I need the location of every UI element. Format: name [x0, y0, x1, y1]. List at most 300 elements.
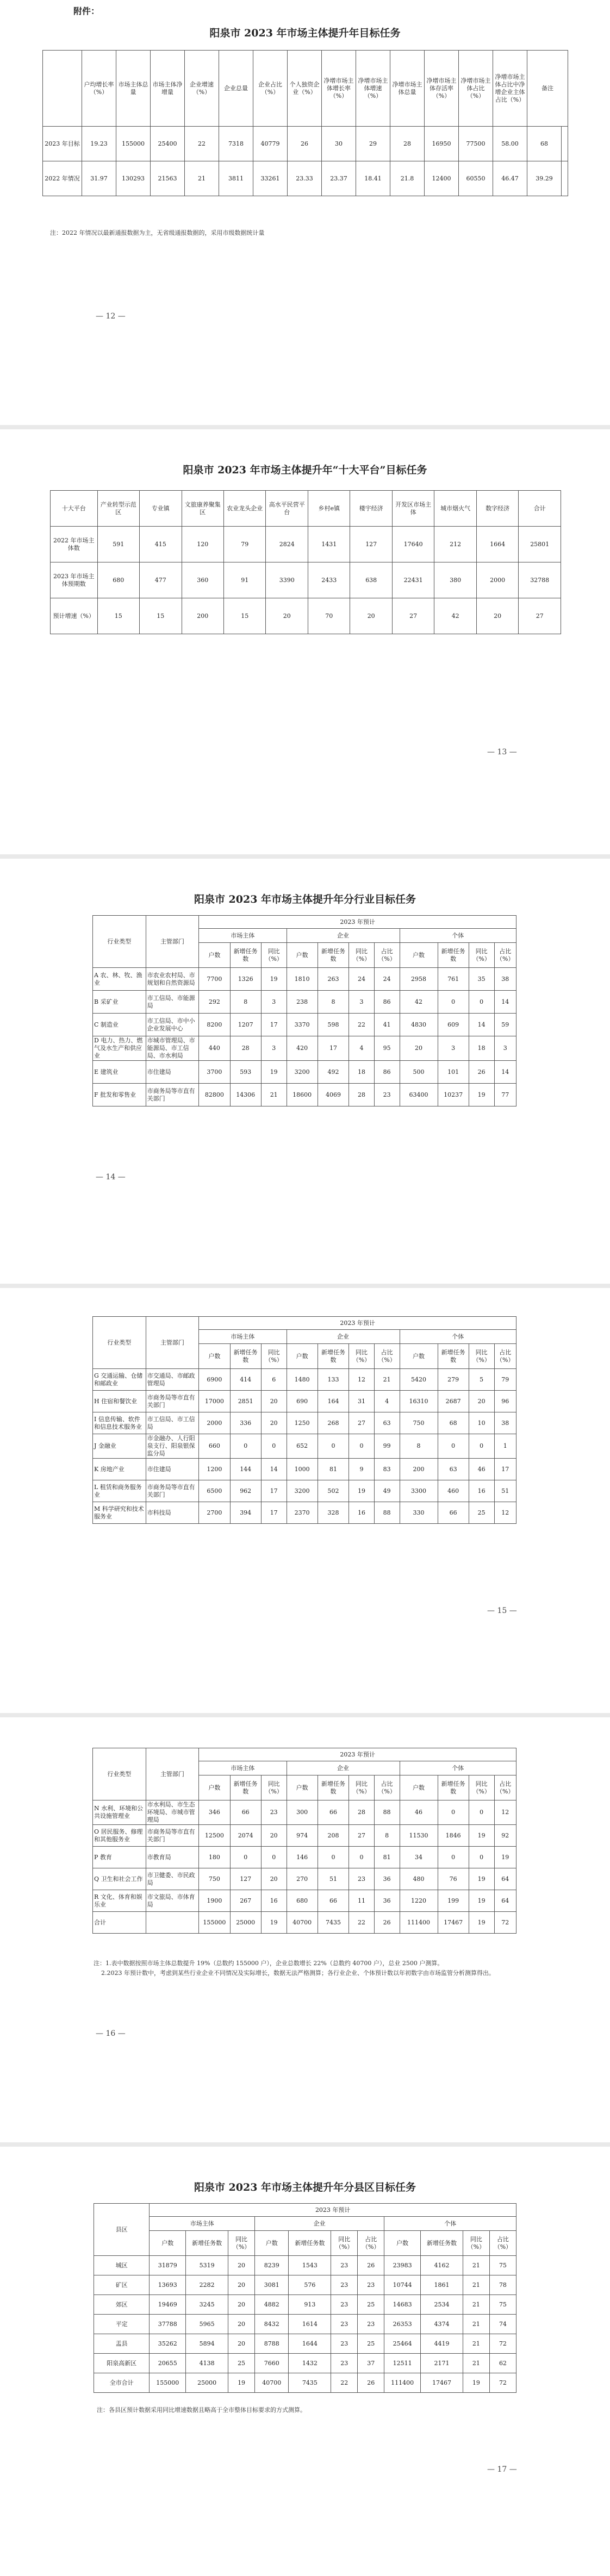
table-row: [93, 1014, 516, 1036]
cell: 962: [230, 1480, 261, 1502]
cell: 21: [463, 2334, 489, 2354]
industry-table-2: [92, 1316, 516, 1524]
header-enterprise: 企业: [287, 929, 400, 943]
header-subcell: 同比（%）: [469, 1344, 494, 1369]
header-market: 市场主体: [150, 2217, 255, 2231]
cell: 238: [287, 991, 318, 1014]
header-cell: 企业增速（%）: [185, 51, 219, 127]
header-subcell: 占比（%）: [494, 943, 516, 968]
cell: 0: [261, 1847, 287, 1868]
cell: 1207: [230, 1014, 261, 1036]
cell: 4419: [421, 2334, 463, 2354]
cell: 420: [287, 1036, 318, 1061]
header-prediction: 2023 年预计: [199, 1317, 516, 1330]
cell: 593: [230, 1061, 261, 1084]
cell: 20: [228, 2315, 255, 2334]
row-label: 矿区: [94, 2275, 150, 2295]
cell: 5: [469, 1369, 494, 1391]
cell: 18.41: [356, 161, 390, 196]
cell: 42: [434, 598, 476, 634]
cell: 1480: [287, 1369, 318, 1391]
cell: 26: [469, 1061, 494, 1084]
cell: 14: [494, 1061, 516, 1084]
cell: 492: [318, 1061, 348, 1084]
cell: 21: [185, 161, 219, 196]
header-subcell: 同比（%）: [261, 943, 287, 968]
cell: 74: [489, 2315, 516, 2334]
cell: 638: [350, 562, 392, 598]
cell: 17467: [438, 1912, 469, 1934]
cell: 25: [469, 1502, 494, 1524]
cell: 12500: [199, 1825, 230, 1847]
cell: 68: [438, 1412, 469, 1434]
table-row: [93, 991, 516, 1014]
cell: 1644: [289, 2334, 331, 2354]
cell: 79: [224, 527, 266, 562]
cell: 24: [374, 968, 400, 991]
header-subcell: 户数: [199, 1344, 230, 1369]
cell: 3390: [266, 562, 308, 598]
header-individual: 个体: [400, 929, 516, 943]
cell: 20: [400, 1036, 438, 1061]
header-cell: [43, 51, 82, 127]
cell: 58.00: [493, 127, 527, 161]
row-label: 合计: [93, 1912, 146, 1934]
header-market: 市场主体: [199, 929, 287, 943]
cell: 7700: [199, 968, 230, 991]
row-dept: 市农业农村局、市规划和自然资源局: [146, 968, 199, 991]
row-label: 全市合计: [94, 2373, 150, 2393]
cell: 88: [374, 1800, 400, 1825]
cell: 28: [230, 1036, 261, 1061]
cell: 0: [469, 1800, 494, 1825]
cell: 660: [199, 1434, 230, 1459]
header-cell: 净增市场主体总量: [390, 51, 425, 127]
header-subcell: 同比（%）: [349, 943, 375, 968]
cell: 19: [469, 1084, 494, 1106]
header-subcell: 户数: [400, 1344, 438, 1369]
cell: 37: [358, 2354, 384, 2373]
header-subcell: 同比（%）: [228, 2231, 255, 2256]
table-row: [93, 1868, 516, 1890]
cell: 1810: [287, 968, 318, 991]
cell: 0: [469, 991, 494, 1014]
cell: 36: [374, 1868, 400, 1890]
cell: 49: [374, 1480, 400, 1502]
row-label: 盂县: [94, 2334, 150, 2354]
cell: 7435: [318, 1912, 348, 1934]
cell: 4882: [255, 2295, 289, 2315]
cell: 21.8: [390, 161, 425, 196]
cell: 3370: [287, 1014, 318, 1036]
header-subcell: 占比（%）: [489, 2231, 516, 2256]
row-dept: 市商务局等市直有关部门: [146, 1480, 199, 1502]
cell: 16950: [425, 127, 459, 161]
row-dept: 市科技局: [146, 1502, 199, 1524]
table-row: [94, 2373, 516, 2393]
page-13: [0, 429, 610, 854]
header-subcell: 新增任务数: [289, 2231, 331, 2256]
cell: 2000: [199, 1412, 230, 1434]
cell: 0: [349, 1847, 375, 1868]
cell: 8: [374, 1825, 400, 1847]
cell: 26: [288, 127, 322, 161]
cell: 2958: [400, 968, 438, 991]
cell: 20: [261, 1391, 287, 1412]
cell: 35: [469, 968, 494, 991]
cell: 59: [494, 1014, 516, 1036]
cell: 2851: [230, 1391, 261, 1412]
cell: 4: [349, 1036, 375, 1061]
cell: 414: [230, 1369, 261, 1391]
cell: 17: [261, 1480, 287, 1502]
table-row: [43, 127, 568, 161]
cell: 86: [374, 991, 400, 1014]
row-label: 郊区: [94, 2295, 150, 2315]
row-label: O 居民服务、修理和其他服务业: [93, 1825, 146, 1847]
row-dept: 市金融办、人行阳泉支行、阳泉银保监分局: [146, 1434, 199, 1459]
cell: 33261: [253, 161, 288, 196]
cell: 17640: [392, 527, 434, 562]
header-individual: 个体: [400, 1330, 516, 1344]
cell: 10237: [438, 1084, 469, 1106]
cell: 268: [318, 1412, 348, 1434]
cell: 66: [318, 1800, 348, 1825]
cell: 22: [349, 1912, 375, 1934]
header-individual: 个体: [400, 1761, 516, 1775]
cell: 20: [228, 2275, 255, 2295]
cell: 10744: [384, 2275, 421, 2295]
cell: 95: [374, 1036, 400, 1061]
cell: 480: [400, 1868, 438, 1890]
cell: 23: [331, 2295, 358, 2315]
cell: 37788: [150, 2315, 186, 2334]
cell: 19: [469, 1912, 494, 1934]
table-row: [93, 1036, 516, 1061]
cell: 4069: [318, 1084, 348, 1106]
cell: 8200: [199, 1014, 230, 1036]
header-cell: 净增市场主体增长率（%）: [322, 51, 356, 127]
header-subcell: 户数: [199, 943, 230, 968]
cell: 0: [438, 1800, 469, 1825]
header-cell: 净增市场主体占比中净增企业主体占比（%）: [493, 51, 527, 127]
page-number: — 13 —: [487, 748, 517, 756]
cell: 29: [356, 127, 390, 161]
cell: 5420: [400, 1369, 438, 1391]
cell: 13693: [150, 2275, 186, 2295]
header-subcell: 同比（%）: [261, 1775, 287, 1800]
cell: 3081: [255, 2275, 289, 2295]
cell: [562, 161, 568, 196]
cell: 120: [182, 527, 223, 562]
cell: 25000: [186, 2373, 228, 2393]
cell: 3: [261, 991, 287, 1014]
cell: 4162: [421, 2256, 463, 2275]
cell: 12: [349, 1369, 375, 1391]
cell: 66: [438, 1502, 469, 1524]
cell: 680: [97, 562, 139, 598]
header-subcell: 户数: [287, 1775, 318, 1800]
cell: 477: [140, 562, 182, 598]
header-subcell: 户数: [400, 943, 438, 968]
cell: 328: [318, 1502, 348, 1524]
cell: 913: [289, 2295, 331, 2315]
header-enterprise: 企业: [255, 2217, 384, 2231]
cell: 26: [358, 2256, 384, 2275]
cell: 1: [494, 1434, 516, 1459]
header-cell: 市场主体净增量: [151, 51, 185, 127]
header-prediction: 2023 年预计: [199, 1748, 516, 1761]
cell: 8788: [255, 2334, 289, 2354]
cell: 72: [494, 1912, 516, 1934]
cell: 652: [287, 1434, 318, 1459]
cell: 26353: [384, 2315, 421, 2334]
header-subcell: 户数: [255, 2231, 289, 2256]
row-label: A 农、林、牧、渔业: [93, 968, 146, 991]
cell: 46: [400, 1800, 438, 1825]
cell: 76: [438, 1868, 469, 1890]
header-subcell: 同比（%）: [349, 1344, 375, 1369]
page-title: 阳泉市 2023 年市场主体提升年“十大平台”目标任务: [183, 464, 427, 476]
cell: 19: [228, 2373, 255, 2393]
cell: 30: [322, 127, 356, 161]
header-dept: 主管部门: [146, 1748, 199, 1800]
row-label: J 金融业: [93, 1434, 146, 1459]
header-subcell: 占比（%）: [494, 1775, 516, 1800]
cell: 23: [331, 2315, 358, 2334]
header-industry: 行业类型: [93, 1748, 146, 1800]
cell: 5965: [186, 2315, 228, 2334]
table-row: [93, 1084, 516, 1106]
cell: 24: [349, 968, 375, 991]
cell: 21563: [151, 161, 185, 196]
row-label: F 批发和零售业: [93, 1084, 146, 1106]
cell: 7435: [289, 2373, 331, 2393]
cell: 3200: [287, 1480, 318, 1502]
cell: 155000: [199, 1912, 230, 1934]
cell: 22: [185, 127, 219, 161]
cell: 0: [438, 991, 469, 1014]
cell: 0: [230, 1847, 261, 1868]
header-market: 市场主体: [199, 1330, 287, 1344]
cell: 750: [400, 1412, 438, 1434]
cell: 3: [349, 991, 375, 1014]
page-number: — 17 —: [487, 2465, 517, 2474]
cell: 64: [494, 1868, 516, 1890]
cell: 25400: [151, 127, 185, 161]
cell: 12: [494, 1800, 516, 1825]
header-subcell: 新增任务数: [230, 1344, 261, 1369]
platform-table: [50, 490, 561, 634]
cell: 23: [374, 1084, 400, 1106]
cell: 66: [318, 1890, 348, 1912]
cell: 20: [261, 1868, 287, 1890]
cell: 1431: [308, 527, 350, 562]
cell: 155000: [116, 127, 151, 161]
header-subcell: 新增任务数: [318, 1344, 348, 1369]
cell: 42: [400, 991, 438, 1014]
cell: 11: [349, 1890, 375, 1912]
cell: 12: [494, 1502, 516, 1524]
cell: 38: [494, 968, 516, 991]
cell: 1846: [438, 1825, 469, 1847]
cell: 8: [230, 991, 261, 1014]
header-cell: 合计: [519, 491, 561, 527]
header-subcell: 户数: [199, 1775, 230, 1800]
cell: 21: [463, 2295, 489, 2315]
cell: 99: [374, 1434, 400, 1459]
cell: 68: [527, 127, 562, 161]
row-label: B 采矿业: [93, 991, 146, 1014]
cell: 336: [230, 1412, 261, 1434]
header-cell: 数字经济: [476, 491, 518, 527]
header-subcell: 新增任务数: [438, 1775, 469, 1800]
cell: 46.47: [493, 161, 527, 196]
cell: 1432: [289, 2354, 331, 2373]
row-label: Q 卫生和社会工作: [93, 1868, 146, 1890]
row-dept: 市商务局等市直有关部门: [146, 1391, 199, 1412]
cell: 360: [182, 562, 223, 598]
cell: 7660: [255, 2354, 289, 2373]
cell: 1543: [289, 2256, 331, 2275]
cell: 2022 年情况: [43, 161, 82, 196]
row-dept: 市工信局、市中小企业发展中心: [146, 1014, 199, 1036]
industry-table-1: [92, 915, 516, 1106]
target-table: [42, 50, 568, 196]
cell: 60550: [459, 161, 493, 196]
cell: 46: [469, 1459, 494, 1480]
cell: 21: [374, 1369, 400, 1391]
header-cell: 文旅康养聚集区: [182, 491, 223, 527]
cell: 66: [230, 1800, 261, 1825]
row-label: I 信息传输、软件和信息技术服务业: [93, 1412, 146, 1434]
row-label: E 建筑业: [93, 1061, 146, 1084]
cell: 8: [318, 991, 348, 1014]
cell: 27: [392, 598, 434, 634]
table-note: 2.2023 年预计数中，考虑到某些行业企业不同情况及实际增长，数据无法严格测算；各行业企业、个体预计数以年初数字由市场监管分析测算得出。: [101, 1969, 495, 1977]
cell: 20: [266, 598, 308, 634]
table-row: [93, 1061, 516, 1084]
cell: 40700: [255, 2373, 289, 2393]
row-dept: 市住建局: [146, 1061, 199, 1084]
cell: 279: [438, 1369, 469, 1391]
page-number: — 14 —: [96, 1173, 126, 1181]
cell: 3700: [199, 1061, 230, 1084]
cell: 21: [463, 2275, 489, 2295]
table-note: 注：1.表中数据按照市场主体总数提升 19%（总数约 155000 户），企业总数增长 22%（总数约 40700 户），总业 2500 户测算。: [94, 1960, 444, 1967]
attachment-label: 附件：: [73, 6, 100, 16]
cell: 180: [199, 1847, 230, 1868]
header-cell: 净增市场主体占比（%）: [459, 51, 493, 127]
cell: 3300: [400, 1480, 438, 1502]
cell: 23: [331, 2256, 358, 2275]
page-number: — 15 —: [487, 1606, 517, 1615]
cell: 62: [489, 2354, 516, 2373]
cell: 127: [350, 527, 392, 562]
header-cell: 农业龙头企业: [224, 491, 266, 527]
header-row: [94, 2231, 516, 2256]
table-note: 注：各县区预计数据采用同比增速数据且略高于全市整体目标要求的方式测算。: [97, 2406, 306, 2414]
header-market: 市场主体: [199, 1761, 287, 1775]
cell: 3: [261, 1036, 287, 1061]
cell: 96: [494, 1391, 516, 1412]
page-number: — 12 —: [96, 312, 126, 321]
cell: 15: [140, 598, 182, 634]
table-row: [93, 1480, 516, 1502]
header-dept: 主管部门: [146, 1317, 199, 1369]
cell: 0: [261, 1434, 287, 1459]
row-dept: 市工信局、市工信局: [146, 1412, 199, 1434]
cell: 92: [494, 1825, 516, 1847]
header-cell: 个人独资企业（%）: [288, 51, 322, 127]
cell: 51: [494, 1480, 516, 1502]
cell: 23: [331, 2354, 358, 2373]
cell: 10: [469, 1412, 494, 1434]
cell: 2824: [266, 527, 308, 562]
cell: 16: [469, 1480, 494, 1502]
row-label: K 房地产业: [93, 1459, 146, 1480]
cell: 77500: [459, 127, 493, 161]
cell: 14306: [230, 1084, 261, 1106]
cell: 6500: [199, 1480, 230, 1502]
cell: 41: [374, 1014, 400, 1036]
cell: 2282: [186, 2275, 228, 2295]
cell: 27: [349, 1412, 375, 1434]
cell: 680: [287, 1890, 318, 1912]
cell: 7318: [219, 127, 253, 161]
cell: 12511: [384, 2354, 421, 2373]
row-dept: 市交通局、市邮政管理局: [146, 1369, 199, 1391]
row-label: 阳泉高新区: [94, 2354, 150, 2373]
cell: 23: [358, 2275, 384, 2295]
header-row: [93, 1748, 516, 1761]
cell: 4830: [400, 1014, 438, 1036]
header-row: [93, 1317, 516, 1330]
row-label: M 科学研究和技术服务业: [93, 1502, 146, 1524]
page-title: 阳泉市 2023 年市场主体提升年目标任务: [209, 27, 401, 39]
header-subcell: 占比（%）: [374, 1344, 400, 1369]
table-row: [93, 1434, 516, 1459]
cell: 77: [494, 1084, 516, 1106]
cell: 28: [349, 1800, 375, 1825]
industry-table-3: [92, 1748, 516, 1934]
cell: 3245: [186, 2295, 228, 2315]
cell: 70: [308, 598, 350, 634]
cell: 86: [374, 1061, 400, 1084]
cell: 38: [494, 1412, 516, 1434]
table-row: [43, 161, 568, 196]
cell: 19: [261, 1061, 287, 1084]
cell: 0: [469, 1434, 494, 1459]
cell: 1220: [400, 1890, 438, 1912]
cell: 346: [199, 1800, 230, 1825]
header-subcell: 户数: [400, 1775, 438, 1800]
row-label: 平定: [94, 2315, 150, 2334]
table-row: [51, 598, 561, 634]
cell: 2433: [308, 562, 350, 598]
cell: 20655: [150, 2354, 186, 2373]
header-cell: 开发区市场主体: [392, 491, 434, 527]
cell: 460: [438, 1480, 469, 1502]
cell: 4374: [421, 2315, 463, 2334]
cell: 3: [438, 1036, 469, 1061]
cell: 40779: [253, 127, 288, 161]
cell: 8239: [255, 2256, 289, 2275]
header-cell: 净增市场主体存活率（%）: [425, 51, 459, 127]
header-subcell: 新增任务数: [318, 1775, 348, 1800]
header-subcell: 户数: [287, 1344, 318, 1369]
cell: 263: [318, 968, 348, 991]
